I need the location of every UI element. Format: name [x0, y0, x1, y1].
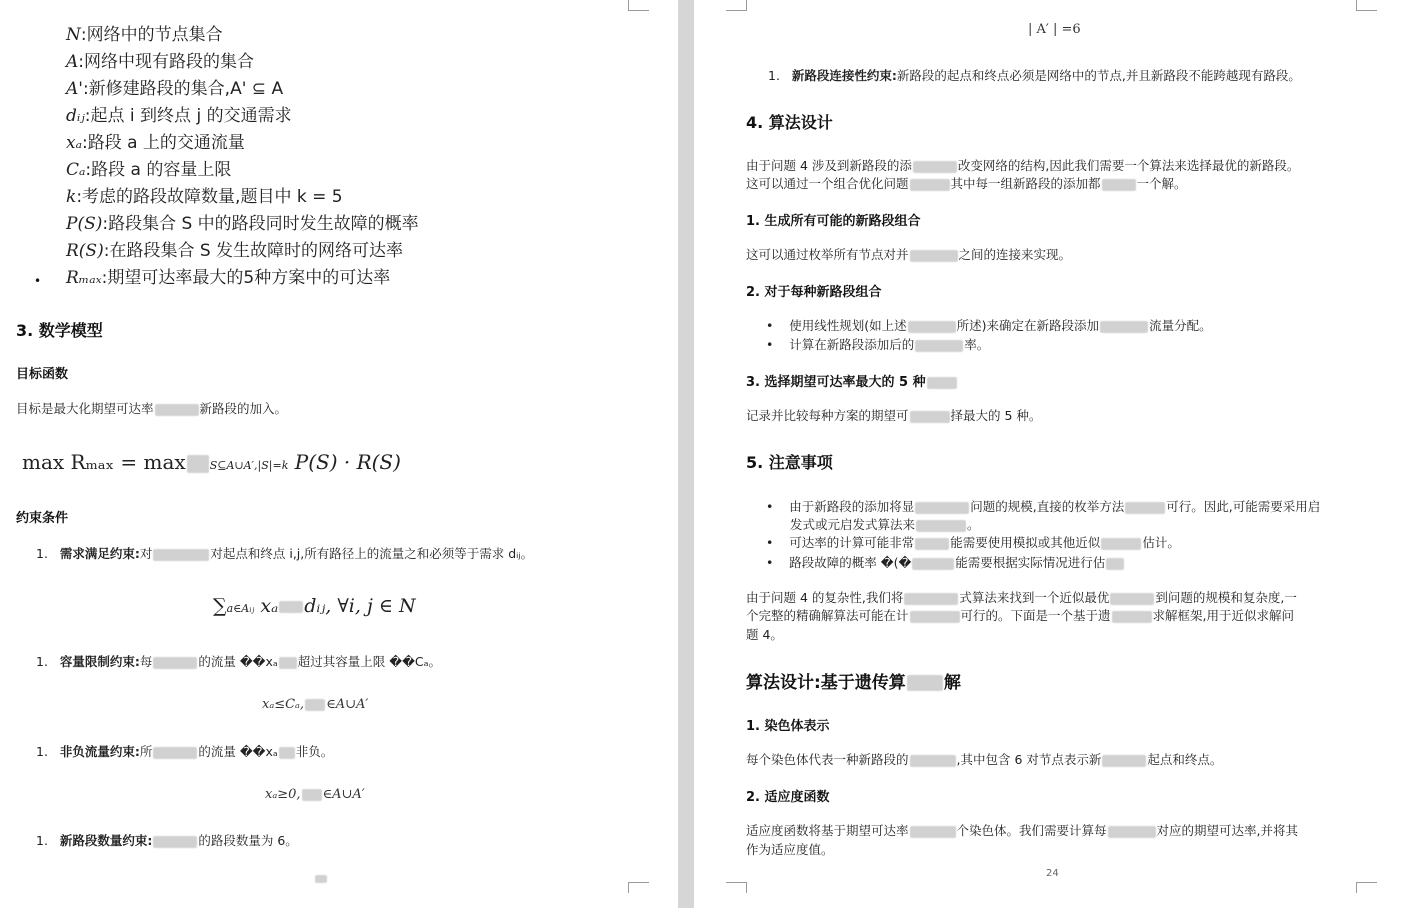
paragraph-line: 这可以通过枚举所有节点对并 之间的连接来实现。: [746, 247, 1072, 262]
blurred-text: [910, 411, 950, 423]
step-heading: 2. 适应度函数: [746, 790, 830, 805]
paragraph-line: 个完整的精确解算法可能在计 可行的。下面是一个基于遗 求解框架,用于近似求解问: [746, 608, 1295, 623]
blurred-text: [916, 520, 966, 532]
blurred-text: [1102, 179, 1136, 191]
subheading-objective: 目标函数: [16, 367, 69, 382]
step-heading: 2. 对于每种新路段组合: [746, 285, 882, 300]
nonnegative-equation: xₐ≥0, ∈A∪A′: [265, 787, 365, 802]
blurred-text: [910, 179, 950, 191]
blurred-text: [1100, 321, 1148, 333]
list-bullet: •: [34, 274, 42, 288]
blurred-text: [910, 755, 956, 767]
symbol-item: Rₘₐₓ:期望可达率最大的5种方案中的可达率: [66, 268, 391, 288]
blurred-text: [153, 657, 197, 669]
blurred-text: [279, 657, 297, 669]
blurred-text: [279, 747, 295, 759]
document-page-left: [0, 0, 678, 908]
symbol-item: A:网络中现有路段的集合: [66, 52, 255, 72]
blurred-text: [1112, 611, 1152, 623]
constraint-demand: 1. 需求满足约束:对 对起点和终点 i,j,所有路径上的流量之和必须等于需求 dᵢⱼ。: [36, 546, 534, 561]
page-corner-mark: [726, 0, 747, 11]
symbol-item: A':新修建路段的集合,A' ⊆ A: [66, 79, 284, 99]
section-heading: 4. 算法设计: [746, 113, 833, 132]
bullet-dot: •: [766, 337, 774, 352]
symbol-item: R(S):在路段集合 S 发生故障时的网络可达率: [66, 241, 404, 261]
blurred-text: [915, 340, 963, 352]
blurred-text: [904, 593, 958, 605]
bullet-item: • 使用线性规划(如上述 所述)来确定在新路段添加 流量分配。: [766, 318, 1212, 333]
paragraph-line: 题 4。: [746, 627, 783, 642]
blurred-text: [915, 502, 969, 514]
page-corner-mark: [1356, 0, 1377, 11]
blurred-text: [153, 549, 209, 561]
bullet-item: • 路段故障的概率 �(� 能需要根据实际情况进行估: [766, 553, 1125, 571]
blurred-text: [1110, 593, 1154, 605]
blurred-text: [153, 747, 197, 759]
objective-equation: max Rₘₐₓ = max S⊆A∪A′,|S|=k P(S) · R(S): [22, 450, 401, 474]
bullet-item: • 由于新路段的添加将显 问题的规模,直接的枚举方法 可行。因此,可能需要采用启: [766, 499, 1321, 514]
blurred-text: [908, 321, 956, 333]
page-gap: [678, 0, 694, 908]
paragraph-line: 作为适应度值。: [746, 842, 834, 857]
bullet-dot: •: [766, 535, 774, 550]
page-corner-mark: [628, 882, 649, 893]
bullet-item: • 计算在新路段添加后的 率。: [766, 337, 990, 352]
constraint-capacity: 1. 容量限制约束:每 的流量 ��xₐ 超过其容量上限 ��Cₐ。: [36, 654, 442, 669]
page-corner-mark: [726, 882, 747, 893]
section-heading: 3. 数学模型: [16, 321, 103, 340]
blurred-text: [155, 404, 199, 416]
symbol-item: N:网络中的节点集合: [66, 25, 223, 45]
bullet-dot: •: [766, 318, 774, 333]
blurred-text: [912, 558, 954, 570]
paragraph-line: 这可以通过一个组合优化问题 其中每一组新路段的添加都 一个解。: [746, 176, 1187, 191]
ga-section-heading: 算法设计:基于遗传算 解: [746, 673, 961, 693]
document-page-right: [694, 0, 1402, 908]
paragraph-line: 适应度函数将基于期望可达率 个染色体。我们需要计算每 对应的期望可达率,并将其: [746, 823, 1299, 838]
blurred-text: [1101, 538, 1141, 550]
blurred-text: [915, 538, 949, 550]
blurred-text: [927, 377, 957, 389]
bullet-dot: •: [766, 499, 774, 514]
blurred-text: [910, 826, 956, 838]
blurred-page-number: [314, 868, 328, 887]
blurred-equals: [279, 601, 303, 613]
blurred-text: [153, 836, 197, 848]
demand-equation: ∑a∈Aᵢⱼ xₐ dᵢⱼ, ∀i, j ∈ N: [213, 595, 416, 617]
symbol-item: Cₐ:路段 a 的容量上限: [66, 160, 232, 180]
bullet-dot: •: [766, 555, 774, 570]
page-corner-mark: [628, 0, 649, 11]
step-heading: 1. 染色体表示: [746, 719, 830, 734]
symbol-item: P(S):路段集合 S 中的路段同时发生故障的概率: [66, 214, 419, 234]
constraint-connectivity: 1. 新路段连接性约束:新路段的起点和终点必须是网络中的节点,并且新路段不能跨越现有路段。: [768, 68, 1301, 83]
section-heading: 5. 注意事项: [746, 453, 833, 472]
subheading-constraints: 约束条件: [16, 511, 69, 526]
blurred-text: [1125, 502, 1165, 514]
blurred-text: [910, 611, 960, 623]
objective-text: 目标是最大化期望可达率 新路段的加入。: [16, 401, 288, 416]
paragraph-line: 每个染色体代表一种新路段的 ,其中包含 6 对节点表示新 起点和终点。: [746, 752, 1223, 767]
constraint-nonnegative: 1. 非负流量约束:所 的流量 ��xₐ 非负。: [36, 744, 334, 759]
blurred-text: [305, 699, 325, 711]
blurred-text: [907, 675, 943, 691]
page-number: 24: [1046, 868, 1059, 879]
bullet-item-continuation: 发式或元启发式算法来 。: [790, 517, 980, 532]
symbol-item: k:考虑的路段故障数量,题目中 k = 5: [66, 187, 343, 207]
paragraph-line: 记录并比较每种方案的期望可 择最大的 5 种。: [746, 408, 1042, 423]
blurred-text: [1102, 755, 1146, 767]
symbol-item: xₐ:路段 a 上的交通流量: [66, 133, 245, 153]
blurred-sum-symbol: [187, 455, 209, 473]
blurred-text: [1108, 826, 1156, 838]
step-heading: 3. 选择期望可达率最大的 5 种: [746, 371, 958, 390]
blurred-text: [913, 161, 957, 173]
blurred-text: [910, 250, 958, 262]
blurred-text: [302, 789, 322, 801]
constraint-new-road-count: 1. 新路段数量约束: 的路段数量为 6。: [36, 833, 298, 848]
page-corner-mark: [1356, 882, 1377, 893]
new-road-count-equation: | A′ | =6: [1028, 22, 1081, 37]
blurred-text: [1106, 558, 1124, 570]
paragraph-line: 由于问题 4 涉及到新路段的添 改变网络的结构,因此我们需要一个算法来选择最优的新路段。: [746, 158, 1300, 173]
symbol-item: dᵢⱼ:起点 i 到终点 j 的交通需求: [66, 106, 292, 126]
bullet-item: • 可达率的计算可能非常 能需要使用模拟或其他近似 估计。: [766, 535, 1180, 550]
capacity-equation: xₐ≤Cₐ, ∈A∪A′: [262, 697, 369, 712]
step-heading: 1. 生成所有可能的新路段组合: [746, 214, 921, 229]
paragraph-line: 由于问题 4 的复杂性,我们将 式算法来找到一个近似最优 到问题的规模和复杂度,一: [746, 590, 1297, 605]
